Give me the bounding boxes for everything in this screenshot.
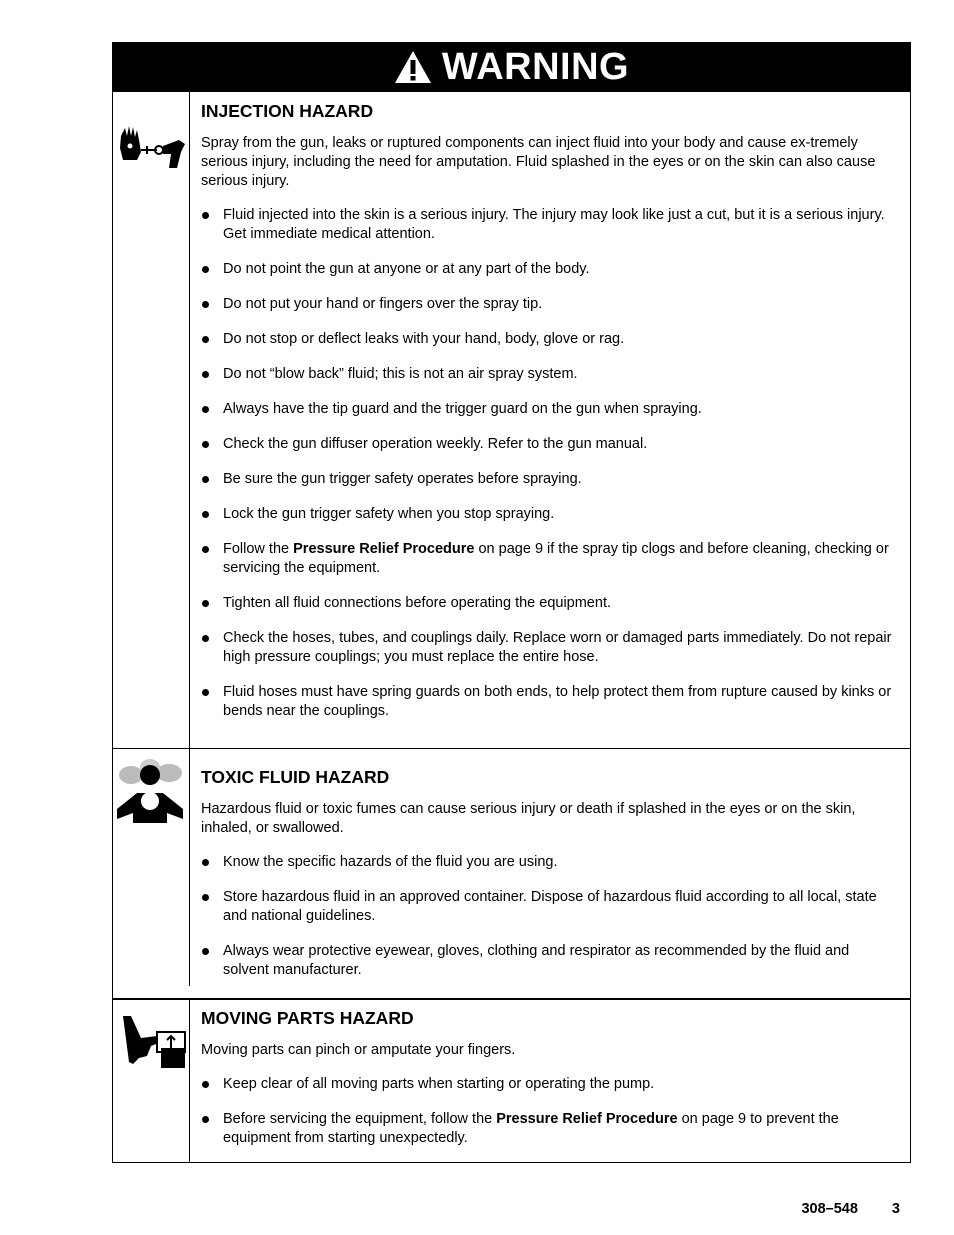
list-item: Check the hoses, tubes, and couplings daily. Replace worn or damaged parts immediately. Do not repair high pressure couplings; you must replace the entire hose.	[201, 629, 896, 667]
section-heading: TOXIC FLUID HAZARD	[201, 767, 390, 787]
toxic-fluid-hazard-section	[113, 748, 910, 998]
moving-parts-hazard-section	[113, 998, 910, 1162]
bullet-icon	[202, 441, 209, 448]
warning-banner	[113, 43, 910, 92]
warning-box	[112, 42, 911, 1163]
bullet-icon	[202, 212, 209, 219]
list-item: Do not stop or deflect leaks with your hand, body, glove or rag.	[201, 330, 896, 349]
bullet-icon	[202, 336, 209, 343]
bullet-list	[201, 853, 896, 980]
list-item: Know the specific hazards of the fluid you are using.	[201, 853, 896, 872]
bullet-icon	[202, 689, 209, 696]
list-item: Be sure the gun trigger safety operates before spraying.	[201, 470, 896, 489]
bullet-icon	[202, 894, 209, 901]
bullet-icon	[202, 476, 209, 483]
list-item: Follow the Pressure Relief Procedure on page 9 if the spray tip clogs and before cleaning, checking or servicing the equipment.	[201, 540, 896, 578]
bullet-icon	[202, 1116, 209, 1123]
list-item: Tighten all fluid connections before operating the equipment.	[201, 594, 896, 613]
injection-hazard-icon	[117, 124, 187, 180]
bullet-icon	[202, 1081, 209, 1088]
list-item: Lock the gun trigger safety when you stop spraying.	[201, 505, 896, 524]
warning-triangle-icon	[394, 50, 432, 84]
section-heading: INJECTION HAZARD	[201, 101, 374, 121]
list-item: Check the gun diffuser operation weekly. Refer to the gun manual.	[201, 435, 896, 454]
list-item: Do not “blow back” fluid; this is not an air spray system.	[201, 365, 896, 384]
bullet-icon	[202, 546, 209, 553]
bullet-icon	[202, 511, 209, 518]
injection-hazard-section	[113, 92, 910, 748]
section-heading: MOVING PARTS HAZARD	[201, 1008, 414, 1028]
bullet-icon	[202, 371, 209, 378]
list-item: Before servicing the equipment, follow the Pressure Relief Procedure on page 9 to prevent the equipment from starting unexpectedly.	[201, 1110, 896, 1148]
list-item: Store hazardous fluid in an approved container. Dispose of hazardous fluid according to all local, state and national guidelines.	[201, 888, 896, 926]
toxic-fumes-icon	[117, 757, 187, 823]
bullet-list	[201, 206, 896, 721]
list-item: Keep clear of all moving parts when starting or operating the pump.	[201, 1075, 896, 1094]
icon-column	[113, 749, 190, 986]
section-intro: Spray from the gun, leaks or ruptured components can inject fluid into your body and cause ex-tremely serious injury, including the need for amputation. Fluid splashed in the eyes or on the skin can also cause serious injury.	[201, 135, 876, 189]
bullet-icon	[202, 600, 209, 607]
page-footer	[771, 1201, 900, 1217]
section-intro: Moving parts can pinch or amputate your fingers.	[201, 1042, 516, 1058]
icon-column	[113, 1000, 190, 1162]
icon-column	[113, 92, 190, 748]
bullet-icon	[202, 406, 209, 413]
moving-parts-icon	[117, 1012, 187, 1072]
section-intro: Hazardous fluid or toxic fumes can cause serious injury or death if splashed in the eyes or on the skin, inhaled, or swallowed.	[201, 801, 856, 836]
list-item: Do not point the gun at anyone or at any part of the body.	[201, 260, 896, 279]
bullet-list	[201, 1075, 896, 1148]
page-number: 3	[891, 1201, 900, 1217]
bullet-icon	[202, 635, 209, 642]
warning-title: WARNING	[441, 45, 630, 88]
list-item: Do not put your hand or fingers over the spray tip.	[201, 295, 896, 314]
list-item: Fluid hoses must have spring guards on both ends, to help protect them from rupture caused by kinks or bends near the couplings.	[201, 683, 896, 721]
list-item: Always wear protective eyewear, gloves, clothing and respirator as recommended by the fluid and solvent manufacturer.	[201, 942, 896, 980]
bullet-icon	[202, 266, 209, 273]
bullet-icon	[202, 301, 209, 308]
bullet-icon	[202, 859, 209, 866]
doc-number: 308–548	[801, 1201, 858, 1217]
list-item: Always have the tip guard and the trigger guard on the gun when spraying.	[201, 400, 896, 419]
list-item: Fluid injected into the skin is a serious injury. The injury may look like just a cut, but it is a serious injury. Get immediate medical attention.	[201, 206, 896, 244]
bullet-icon	[202, 948, 209, 955]
